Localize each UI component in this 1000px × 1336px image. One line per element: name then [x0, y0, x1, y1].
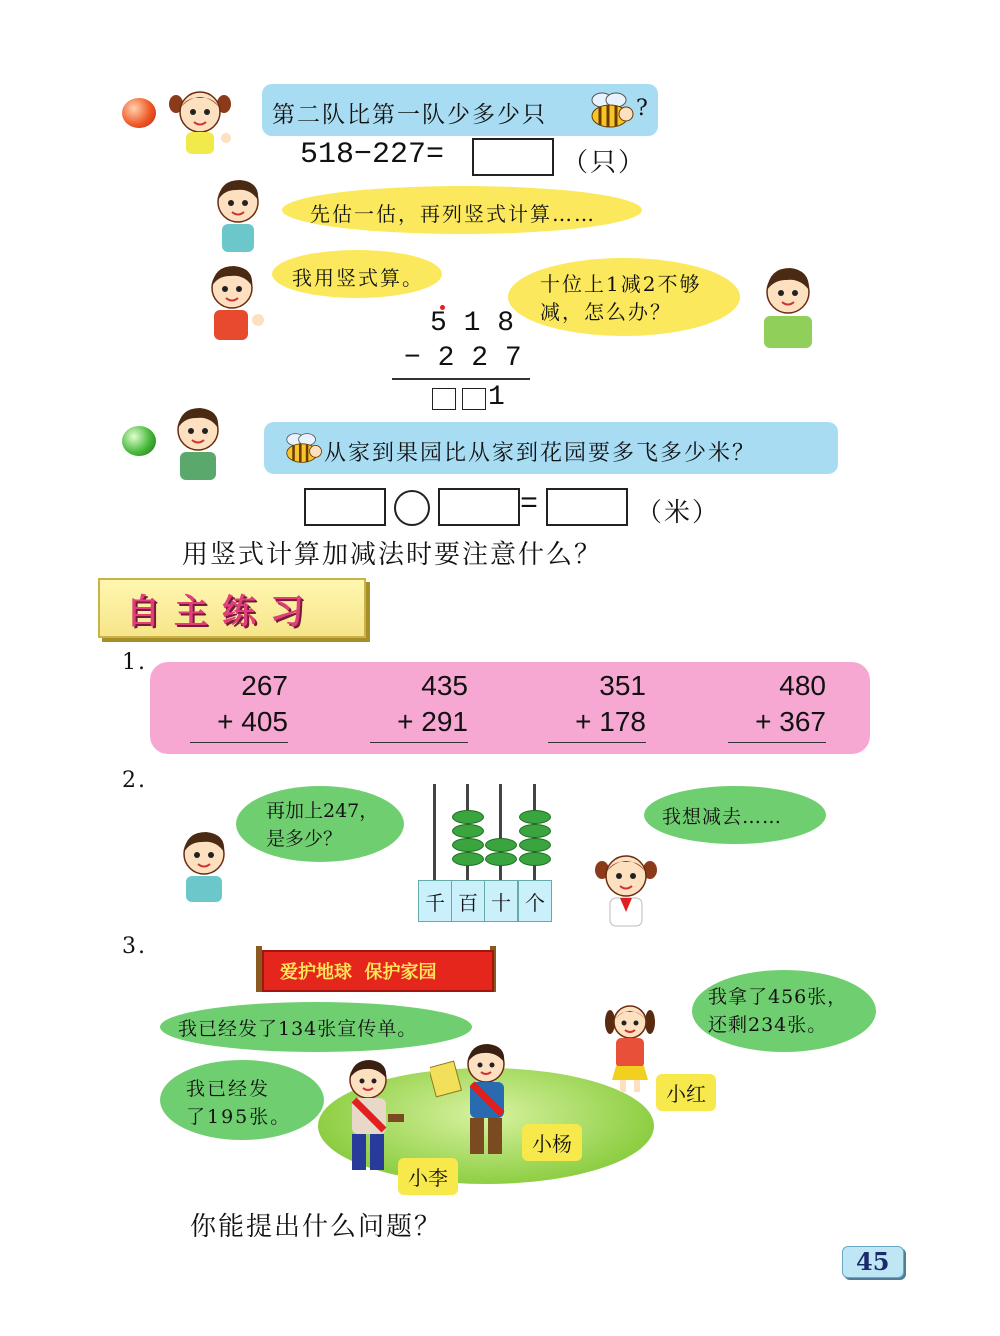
bubble-tens-line1: 十位上1减2不够 — [540, 272, 702, 296]
question-number: 2. — [122, 768, 147, 793]
unit-text: （只） — [562, 148, 647, 178]
practice-title: 自主练习 — [126, 592, 318, 632]
addend-bottom: + 367 — [755, 706, 826, 737]
sum-line — [190, 742, 288, 743]
girl-character-icon — [590, 848, 662, 928]
green-ball-icon — [122, 426, 156, 456]
bubble-vertical-text: 我用竖式算。 — [292, 266, 424, 290]
name-tag-xiaoyang: 小杨 — [522, 1124, 582, 1161]
bee-icon — [280, 428, 324, 468]
addend-bottom: + 178 — [575, 706, 646, 737]
addend-top: 480 — [779, 670, 826, 701]
bubble-tens-line2: 减，怎么办？ — [540, 300, 672, 324]
red-ball-icon — [122, 98, 156, 128]
prompt-text: 用竖式计算加减法时要注意什么？ — [182, 540, 603, 570]
bubble-sub-text: 我想减去…… — [662, 806, 783, 828]
equals-sign: = — [520, 488, 539, 522]
abacus-rod-thousands — [433, 784, 436, 880]
question-text: 从家到果园比从家到花园要多飞多少米？ — [324, 441, 757, 466]
abacus-bead — [452, 824, 484, 838]
result-box-tens[interactable] — [462, 388, 486, 410]
answer-box[interactable] — [472, 138, 554, 176]
bubble-456-line1: 我拿了456张， — [708, 986, 848, 1008]
bubble-195-line2: 了195张。 — [186, 1106, 292, 1128]
abacus-label: 个 — [518, 880, 552, 922]
boy-character-icon — [166, 404, 230, 482]
sum-line — [370, 742, 468, 743]
addend-bottom: + 291 — [397, 706, 468, 737]
abacus-bead — [519, 838, 551, 852]
vertical-bottom: − 2 2 7 — [404, 343, 522, 374]
name-tag-xiaoli: 小李 — [398, 1158, 458, 1195]
operand-box-2[interactable] — [438, 488, 520, 526]
boy-xiaoyang-icon — [430, 1040, 526, 1164]
result-box-hundreds[interactable] — [432, 388, 456, 410]
question-number: 1. — [122, 650, 147, 675]
question-text: 第二队比第一队少多少只 — [272, 102, 547, 128]
result-digit: 1 — [488, 382, 505, 413]
sum-line — [728, 742, 826, 743]
name-tag-xiaohong: 小红 — [656, 1074, 716, 1111]
abacus-bead — [519, 810, 551, 824]
abacus-bead — [452, 852, 484, 866]
addition-problem — [548, 668, 646, 743]
operand-box-1[interactable] — [304, 488, 386, 526]
equation-text: 518−227= — [300, 138, 445, 172]
vertical-top: 5 1 8 — [430, 308, 515, 339]
bubble-134-text: 我已经发了134张宣传单。 — [178, 1018, 418, 1040]
girl-xiaohong-icon — [596, 1000, 664, 1094]
girl-character-icon — [160, 82, 240, 162]
bubble-add-line2: 是多少？ — [266, 828, 343, 850]
boy-character-icon — [200, 262, 270, 342]
abacus-bead — [519, 852, 551, 866]
bubble-195-line1: 我已经发 — [186, 1078, 271, 1100]
boy-xiaoli-icon — [330, 1056, 408, 1182]
boy-character-icon — [752, 264, 822, 350]
unit-text: （米） — [636, 498, 721, 528]
question-mark: ? — [636, 96, 650, 121]
boy-character-icon — [206, 176, 270, 254]
bubble-456-line2: 还剩234张。 — [708, 1014, 828, 1036]
operator-circle[interactable] — [394, 490, 430, 526]
abacus-bead — [485, 838, 517, 852]
addition-problem — [728, 668, 826, 743]
bubble-estimate-text: 先估一估，再列竖式计算…… — [310, 202, 596, 226]
vertical-line — [392, 378, 530, 380]
addition-problem — [370, 668, 468, 743]
addition-problem — [190, 668, 288, 743]
bubble-add-line1: 再加上247， — [266, 800, 379, 822]
abacus-label: 千 — [418, 880, 452, 922]
boy-character-icon — [172, 828, 236, 904]
answer-box[interactable] — [546, 488, 628, 526]
abacus-bead — [519, 824, 551, 838]
abacus-bead — [452, 838, 484, 852]
abacus-label: 百 — [451, 880, 485, 922]
addend-top: 351 — [599, 670, 646, 701]
abacus-bead — [452, 810, 484, 824]
slogan-text: 爱护地球 保护家园 — [280, 962, 437, 983]
addend-bottom: + 405 — [217, 706, 288, 737]
question-number: 3. — [122, 934, 147, 959]
abacus-label: 十 — [484, 880, 518, 922]
prompt-text: 你能提出什么问题？ — [190, 1212, 443, 1242]
bee-icon — [584, 88, 636, 132]
page-number: 45 — [856, 1247, 890, 1276]
addend-top: 435 — [421, 670, 468, 701]
addend-top: 267 — [241, 670, 288, 701]
abacus-bead — [485, 852, 517, 866]
sum-line — [548, 742, 646, 743]
